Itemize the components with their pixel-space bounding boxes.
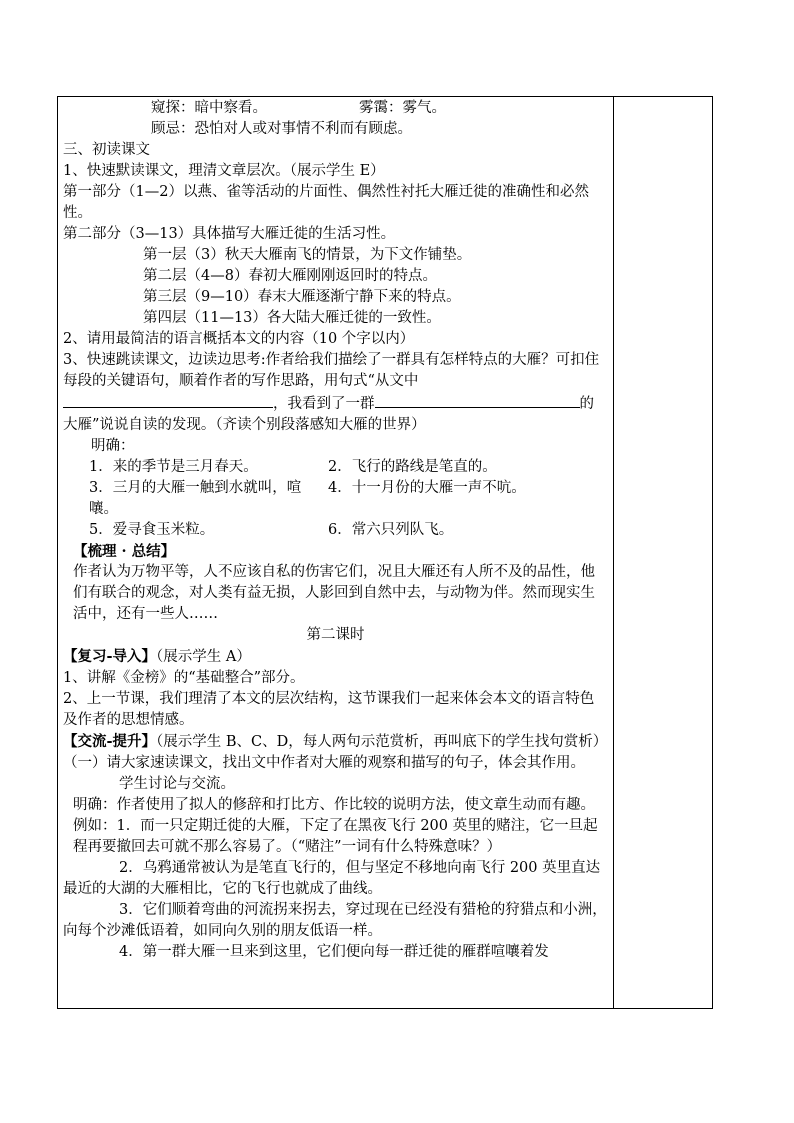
review-note: （展示学生 A） [156,649,251,665]
task-3-tail: 大雁”说说自读的发现。（齐读个别段落感知大雁的世界） [63,417,426,433]
vocab-kuitan: 窥探：暗中察看。 [151,100,267,116]
review-1: 1、讲解《金榜》的“基础整合”部分。 [63,670,305,686]
vocab-wuai: 雾霭：雾气。 [359,100,446,116]
example-4: 4．第一群大雁一旦来到这里，它们便向每一群迁徙的雁群喧嚷着发 [119,944,549,960]
review-2: 2、上一节课，我们理清了本文的层次结构，这节课我们一起来体会本文的语言特色及作者的思想情感。 [63,691,595,728]
question-1: （一）请大家速读课文，找出文中作者对大雁的观察和描写的句子，体会其作用。 [63,755,585,771]
section-heading-read: 三、初读课文 [63,142,150,158]
blank-2[interactable] [375,392,580,408]
example-2: 2．乌鸦通常被认为是笔直飞行的，但与坚定不移地向南飞行 200 英里直达最近的大湖的大雁相比，它的飞行也就成了曲线。 [63,860,601,897]
answer-row-3 [63,520,608,541]
task-3-end: 的 [579,396,594,412]
answer-1: 1．来的季节是三月春天。 [89,459,258,475]
column-divider [613,96,614,1009]
answer-6: 6．常六只列队飞。 [328,522,454,538]
answer-3: 3．三月的大雁一触到水就叫，喧嚷。 [89,480,302,517]
lesson-content [63,98,608,963]
clarify: 明确：作者使用了拟人的修辞和打比方、作比较的说明方法，使文章生动而有趣。 [73,797,595,813]
layer-2: 第二层（4—8）春初大雁刚刚返回时的特点。 [143,268,437,284]
task-3: 3、快速跳读课文，边读边思考:作者给我们描绘了一群具有怎样特点的大雁？可扣住每段的关键语句，顺着作者的写作思路，用句式“从文中 [63,352,600,389]
answer-row-1 [63,457,608,478]
review-line [63,646,608,668]
second-lesson-title: 第二课时 [306,627,365,643]
task-2: 2、请用最简洁的语言概括本文的内容（10 个字以内） [63,331,415,347]
task-3-mid: ，我看到了一群 [273,396,375,412]
summary-text: 作者认为万物平等，人不应该自私的伤害它们，况且大雁还有人所不及的品性，他们有联合的观念，对人类有益无损，人影回到自然中去，与动物为伴。然而现实生活中，还有一些人…… [73,564,595,622]
answer-2: 2．飞行的路线是笔直的。 [328,459,497,475]
layer-4: 第四层（11—13）各大陆大雁迁徙的一致性。 [143,310,441,326]
answer-row-2 [63,478,608,520]
example-1: 例如：1．而一只定期迁徙的大雁，下定了在黑夜飞行 200 英里的赌注，它一旦起程再要撤回去可就不那么容易了。（“赌注”一词有什么特殊意味？） [73,818,598,855]
vocab-line-1 [63,98,608,119]
exchange-heading: 【交流-提升】 [63,733,157,750]
part-1: 第一部分（1—2）以燕、雀等活动的片面性、偶然性衬托大雁迁徙的准确性和必然性。 [63,184,589,221]
discussion: 学生讨论与交流。 [119,776,235,792]
answer-5: 5．爱寻食玉米粒。 [89,522,215,538]
exchange-note: （展示学生 B、C、D，每人两句示范赏析，再叫底下的学生找句赏析） [156,734,608,750]
part-2: 第二部分（3—13）具体描写大雁迁徙的生活习性。 [63,226,396,242]
exchange-line [63,731,608,753]
vocab-line-2: 顾忌：恐怕对人或对事情不利而有顾虑。 [151,121,412,137]
summary-heading: 【梳理 · 总结】 [73,543,176,560]
example-3: 3．它们顺着弯曲的河流拐来拐去，穿过现在已经没有猎枪的狩猎点和小洲，向每个沙滩低语着，如同向久别的朋友低语一样。 [63,902,607,939]
blank-1[interactable] [63,392,273,408]
layer-1: 第一层（3）秋天大雁南飞的情景，为下文作铺垫。 [143,247,472,263]
review-heading: 【复习-导入】 [63,648,157,665]
answer-label: 明确： [91,438,135,454]
answer-4: 4．十一月份的大雁一声不吭。 [328,480,526,496]
task-3-blanks [63,392,608,415]
task-1: 1、快速默读课文，理清文章层次。（展示学生 E） [63,163,385,179]
layer-3: 第三层（9—10）春末大雁逐渐宁静下来的特点。 [143,289,461,305]
